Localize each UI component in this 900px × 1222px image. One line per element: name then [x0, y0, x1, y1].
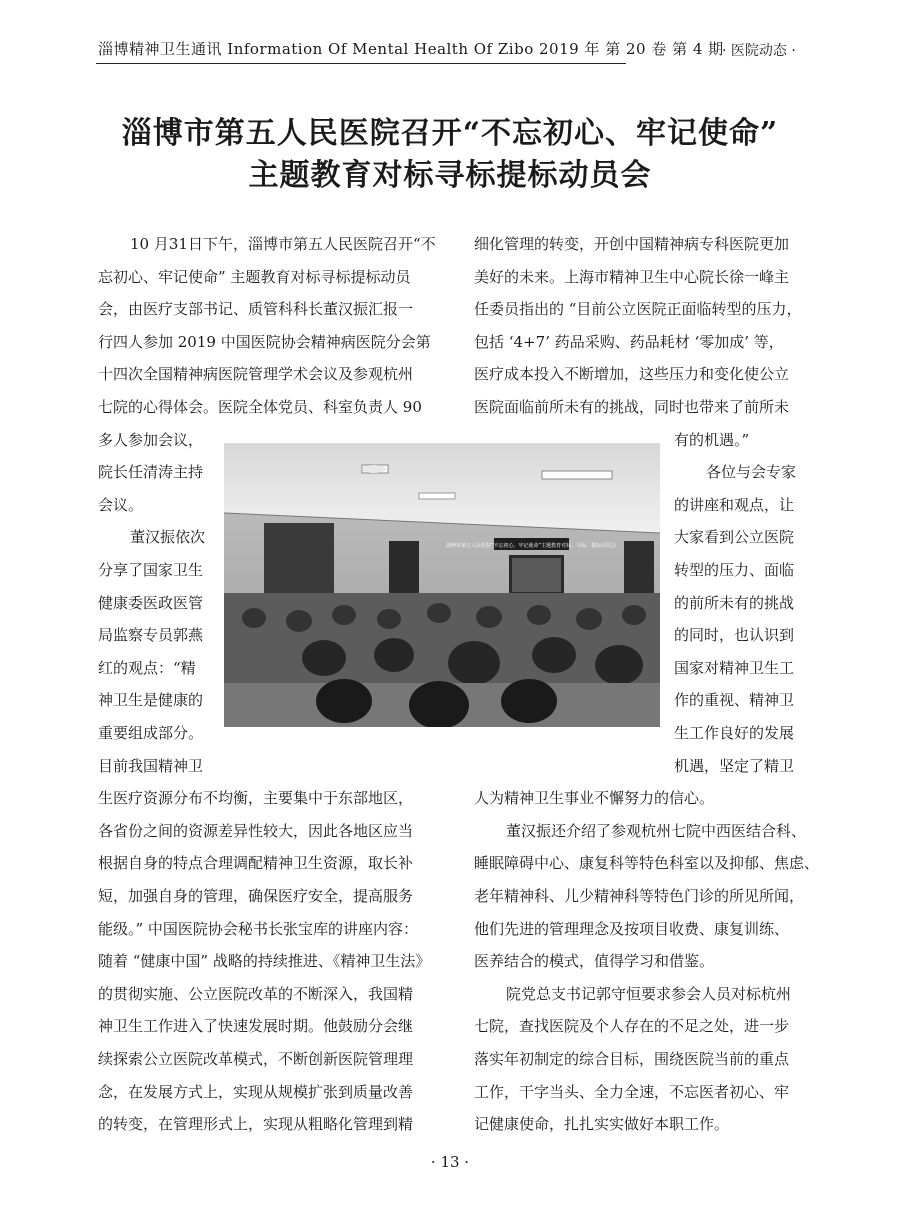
right-column-line: 落实年初制定的综合目标，围绕医院当前的重点: [474, 1050, 790, 1068]
left-column-line: 目前我国精神卫: [98, 756, 204, 775]
meeting-photo: [224, 443, 660, 727]
left-column-line: 神卫生是健康的: [98, 691, 204, 710]
left-column-line: 十四次全国精神病医院管理学术会议及参观杭州: [98, 365, 414, 384]
section-label: · 医院动态 ·: [722, 43, 796, 59]
left-column-line: 分享了国家卫生: [98, 561, 204, 579]
left-column-line: 念，在发展方式上，实现从规模扩张到质量改善: [98, 1082, 414, 1101]
right-column-line: 大家看到公立医院: [674, 528, 795, 547]
right-column-line: 各位与会专家: [706, 463, 797, 482]
left-column-line: 的转变，在管理形式上，实现从粗略化管理到精: [98, 1115, 414, 1134]
left-column-line: 随着 “健康中国” 战略的持续推进、《精神卫生法》: [98, 952, 431, 971]
right-column-line: 包括 ‘4+7’ 药品采购、药品耗材 ‘零加成’ 等，: [474, 332, 784, 351]
right-column-line: 七院，查找医院及个人存在的不足之处，进一步: [474, 1017, 790, 1036]
right-column-line: 美好的未来。上海市精神卫生中心院长徐一峰主: [474, 267, 790, 286]
right-column-line: 记健康使命，扎扎实实做好本职工作。: [474, 1115, 730, 1134]
left-column-line: 短，加强自身的管理，确保医疗安全，提高服务: [98, 887, 414, 905]
left-column-line: 能级。” 中国医院协会秘书长张宝库的讲座内容：: [98, 919, 418, 938]
right-column-line: 的讲座和观点，让: [674, 495, 795, 514]
left-column-line: 院长任清涛主持: [98, 463, 204, 482]
right-column-line: 机遇，坚定了精卫: [674, 756, 795, 775]
right-column-line: 作的重视、精神卫: [674, 691, 795, 710]
right-column-line: 工作，干字当头、全力全速，不忘医者初心、牢: [474, 1082, 790, 1101]
right-column-line: 细化管理的转变，开创中国精神病专科医院更加: [474, 235, 790, 253]
right-column-line: 人为精神卫生事业不懈努力的信心。: [474, 789, 715, 808]
left-column-line: 红的观点：“精: [98, 658, 196, 677]
left-column-line: 多人参加会议，: [98, 430, 204, 449]
right-column-line: 国家对精神卫生工: [674, 658, 795, 677]
article-title-line-1: 淄博市第五人民医院召开“不忘初心、牢记使命”: [121, 116, 779, 151]
left-column-line: 各省份之间的资源差异性较大，因此各地区应当: [98, 821, 414, 840]
right-column-line: 医养结合的模式，值得学习和借鉴。: [474, 952, 715, 971]
right-column-line: 他们先进的管理理念及按项目收费、康复训练、: [474, 919, 790, 938]
right-column-line: 院党总支书记郭守恒要求参会人员对标杭州: [506, 984, 792, 1003]
right-column-line: 生工作良好的发展: [674, 724, 795, 742]
left-column-line: 忘初心、牢记使命” 主题教育对标寻标提标动员: [98, 267, 411, 286]
right-column-line: 老年精神科、儿少精神科等特色门诊的所见所闻，: [474, 887, 805, 905]
left-column-line: 局监察专员郭燕: [98, 626, 204, 645]
left-column-line: 董汉振依次: [130, 528, 206, 547]
left-column-line: 根据自身的特点合理调配精神卫生资源，取长补: [98, 854, 414, 873]
running-header: [0, 0, 900, 70]
right-column-line: 的前所未有的挑战: [674, 593, 795, 612]
left-column-line: 七院的心得体会。医院全体党员、科室负责人 90: [98, 398, 422, 416]
right-column-line: 任委员指出的 “目前公立医院正面临转型的压力，: [474, 300, 802, 319]
left-column-line: 健康委医政医管: [98, 593, 204, 612]
left-column-line: 会议。: [98, 495, 144, 514]
left-column-line: 10 月31日下午，淄博市第五人民医院召开“不: [130, 235, 436, 253]
article-title-line-2: 主题教育对标寻标提标动员会: [248, 158, 652, 193]
right-column-line: 的同时，也认识到: [674, 626, 795, 645]
right-column-line: 有的机遇。”: [674, 430, 750, 449]
right-column-line: 医院面临前所未有的挑战，同时也带来了前所未: [474, 398, 790, 416]
right-column-line: 转型的压力、面临: [674, 561, 795, 579]
left-column-line: 行四人参加 2019 中国医院协会精神病医院分会第: [98, 332, 431, 351]
right-column-line: 董汉振还介绍了参观杭州七院中西医结合科、: [506, 821, 807, 840]
left-column-line: 生医疗资源分布不均衡，主要集中于东部地区，: [98, 789, 414, 808]
journal-title: 淄博精神卫生通讯 Information Of Mental Health Of Zibo 2019 年 第 20 卷 第 4 期: [98, 40, 724, 58]
left-column-line: 神卫生工作进入了快速发展时期。他鼓励分会继: [98, 1017, 414, 1036]
right-column-line: 医疗成本投入不断增加，这些压力和变化使公立: [474, 365, 790, 384]
left-column-line: 重要组成部分。: [98, 724, 204, 742]
page-number: · 13 ·: [430, 1153, 470, 1171]
left-column-line: 续探索公立医院改革模式，不断创新医院管理理: [98, 1050, 414, 1068]
left-column-line: 会，由医疗支部书记、质管科科长董汉振汇报一: [98, 300, 414, 319]
banner-text: 淄博市第五人民医院“不忘初心、牢记使命”主题教育对标、寻标、提标动员会: [445, 543, 617, 549]
header-rule: [96, 63, 626, 64]
meeting-photo-illustration: [224, 443, 660, 727]
left-column-line: 的贯彻实施、公立医院改革的不断深入，我国精: [98, 984, 414, 1003]
right-column-line: 睡眠障碍中心、康复科等特色科室以及抑郁、焦虑、: [474, 854, 820, 873]
